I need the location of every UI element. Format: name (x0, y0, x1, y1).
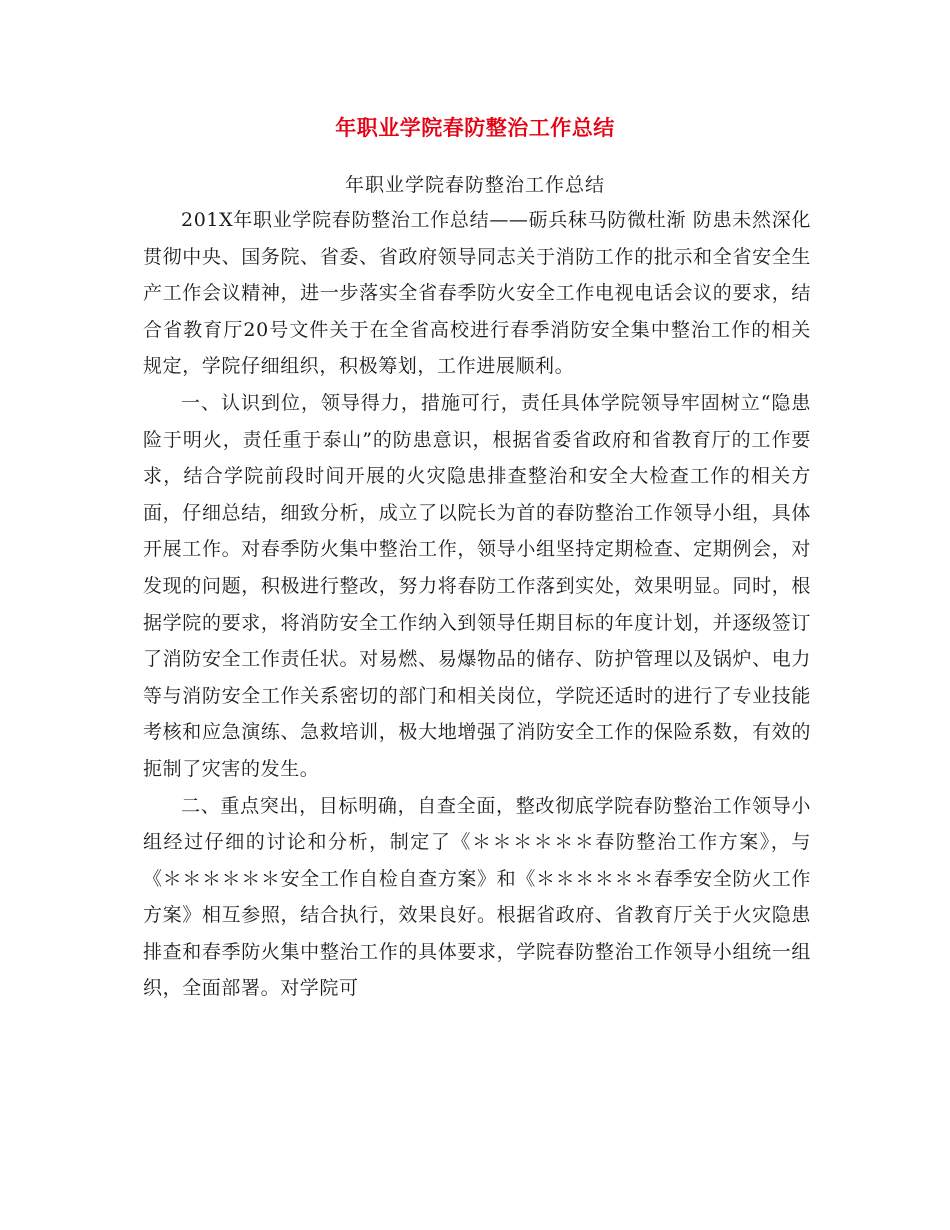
document-subtitle: 年职业学院春防整治工作总结 (344, 174, 605, 196)
document-body (143, 202, 811, 1007)
paragraph-section-2: 二、重点突出，目标明确，自查全面，整改彻底学院春防整治工作领导小组经过仔细的讨论和分析，制定了《＊＊＊＊＊＊春防整治工作方案》，与《＊＊＊＊＊＊安全工作自检自查方案》和《＊＊＊＊＊＊春季安全防火工作方案》相互参照，结合执行，效果良好。根据省政府、省教育厅关于火灾隐患排查和春季防火集中整治工作的具体要求，学院春防整治工作领导小组统一组织，全面部署。对学院可 (143, 794, 811, 1000)
document-title: 年职业学院春防整治工作总结 (335, 116, 615, 140)
paragraph-section-1: 一、认识到位，领导得力，措施可行，责任具体学院领导牢固树立“隐患险于明火，责任重于泰山”的防患意识，根据省委省政府和省教育厅的工作要求，结合学院前段时间开展的火灾隐患排查整治和安全大检查工作的相关方面，仔细总结，细致分析，成立了以院长为首的春防整治工作领导小组，具体开展工作。对春季防火集中整治工作，领导小组坚持定期检查、定期例会，对发现的问题，积极进行整改，努力将春防工作落到实处，效果明显。同时，根据学院的要求，将消防安全工作纳入到领导任期目标的年度计划，并逐级签订了消防安全工作责任状。对易燃、易爆物品的储存、防护管理以及锅炉、电力等与消防安全工作关系密切的部门和相关岗位，学院还适时的进行了专业技能考核和应急演练、急救培训，极大地增强了消防安全工作的保险系数，有效的扼制了灾害的发生。 (143, 391, 811, 780)
paragraph-intro: 201X年职业学院春防整治工作总结——砺兵秣马防微杜渐 防患未然深化贯彻中央、国务院、省委、省政府领导同志关于消防工作的批示和全省安全生产工作会议精神，进一步落实全省春季防火安全工作电视电话会议的要求，结合省教育厅20号文件关于在全省高校进行春季消防安全集中整治工作的相关规定，学院仔细组织，积极筹划，工作进展顺利。 (143, 209, 811, 378)
